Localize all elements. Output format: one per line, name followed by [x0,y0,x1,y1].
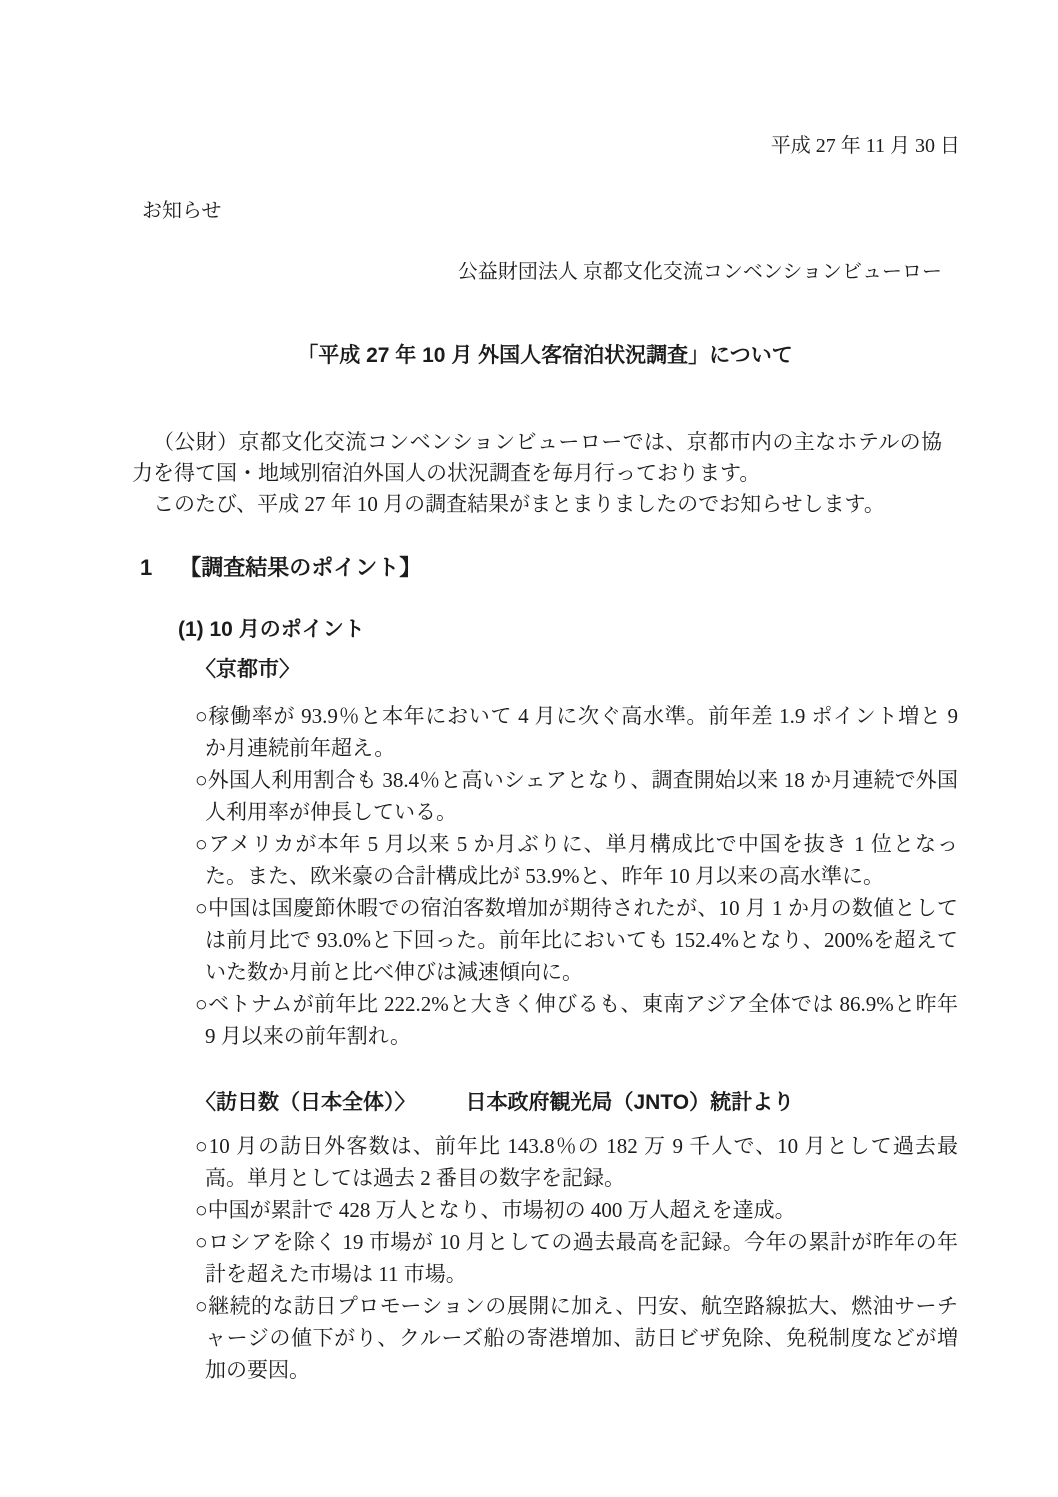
intro-paragraph-2: このたび、平成 27 年 10 月の調査結果がまとまりましたのでお知らせします。 [153,492,885,516]
document-date: 平成 27 年 11 月 30 日 [770,135,960,157]
organization-name: 公益財団法人 京都文化交流コンベンションビューロー [457,261,942,283]
document-title: 「平成 27 年 10 月 外国人客宿泊状況調査」について [297,344,793,367]
intro-section [132,427,942,520]
jnto-heading-right: 日本政府観光局（JNTO）統計より [465,1091,795,1114]
jnto-bullet-list [195,1130,958,1386]
kyoto-city-heading: 〈京都市〉 [195,658,300,681]
kyoto-bullet-item: ○稼働率が 93.9％と本年において 4 月に次ぐ高水準。前年差 1.9 ポイント増と 9 か月連続前年超え。 [195,704,958,760]
section-1-title: 【調査結果のポイント】 [179,555,422,580]
jnto-bullet-item: ○継続的な訪日プロモーションの展開に加え、円安、航空路線拡大、燃油サーチャージの値下がり、クルーズ船の寄港増加、訪日ビザ免除、免税制度などが増加の要因。 [195,1294,958,1382]
kyoto-bullet-list [195,700,958,1052]
kyoto-bullet-item: ○アメリカが本年 5 月以来 5 か月ぶりに、単月構成比で中国を抜き 1 位となった。また、欧米豪の合計構成比が 53.9%と、昨年 10 月以来の高水準に。 [195,832,958,888]
jnto-heading-left: 〈訪日数（日本全体）〉 [195,1091,416,1114]
notice-label: お知らせ [142,200,222,222]
section-1-number: 1 [140,555,153,580]
jnto-heading [195,1090,794,1116]
kyoto-bullet-item: ○ベトナムが前年比 222.2%と大きく伸びるも、東南アジア全体では 86.9%と昨年 9 月以来の前年割れ。 [195,992,958,1048]
kyoto-bullet-item: ○中国は国慶節休暇での宿泊客数増加が期待されたが、10 月 1 か月の数値としては前月比で 93.0%と下回った。前年比においても 152.4%となり、200%を超えていた数か月前と比べ伸びは減速傾向に。 [195,896,958,984]
jnto-bullet-item: ○10 月の訪日外客数は、前年比 143.8％の 182 万 9 千人で、10 月として過去最高。単月としては過去 2 番目の数字を記録。 [195,1134,958,1190]
kyoto-bullet-item: ○外国人利用割合も 38.4％と高いシェアとなり、調査開始以来 18 か月連続で外国人利用率が伸長している。 [195,768,958,824]
section-1-heading [140,554,421,582]
subsection-1-heading: (1) 10 月のポイント [178,618,365,641]
jnto-bullet-item: ○中国が累計で 428 万人となり、市場初の 400 万人超えを達成。 [195,1198,796,1222]
intro-paragraph-1: （公財）京都文化交流コンベンションビューローでは、京都市内の主なホテルの協力を得て国・地域別宿泊外国人の状況調査を毎月行っております。 [132,430,942,485]
jnto-bullet-item: ○ロシアを除く 19 市場が 10 月としての過去最高を記録。今年の累計が昨年の年計を超えた市場は 11 市場。 [195,1230,958,1286]
